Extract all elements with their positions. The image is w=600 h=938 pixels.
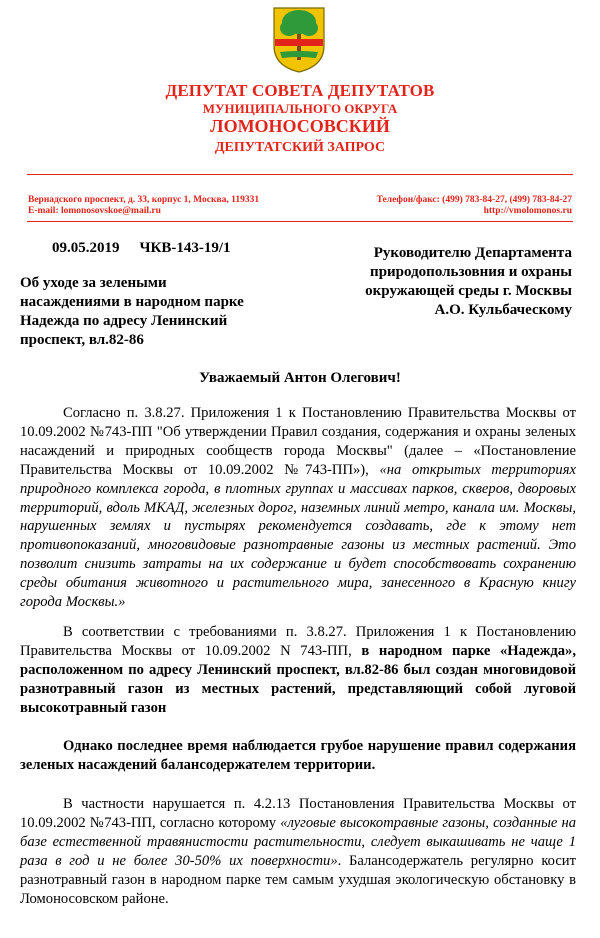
body-paragraph [20,795,576,908]
body-paragraph [20,623,576,718]
website-link[interactable]: http://vmolomonos.ru [483,206,572,216]
body-paragraph [20,404,576,612]
document-date: 09.05.2019 [52,240,120,256]
recipient-line: окружающей среды г. Москвы [365,283,572,299]
header-divider-top [27,174,573,175]
phone-text: Телефон/факс: (499) 783-84-27, (499) 783-84-27 [376,195,572,205]
paragraph-text: Согласно п. 3.8.27. Приложения 1 к Постановлению Правительства Москвы от 10.09.2002 №743-ПП "Об утверждении Правил создания, содержания и охраны зеленых насаждений и природных сообществ города Москвы" (далее – «Постановление Правительства Москвы от 10.09.2002 №743-ПП»), [20,405,576,478]
header-district: ЛОМОНОСОВСКИЙ [210,116,390,136]
recipient-line: А.О. Кульбаческому [434,302,572,318]
coat-of-arms-icon [272,6,326,74]
quoted-text: «на открытых территориях природного комплекса города, в плотных группах и массивах парков, скверов, дворовых территорий, вдоль МКАД, железных дорог, наземных линий метро, канала им. Москвы, нарушенных землях и пустырях рекомендуется создавать, где к этому нет противопоказаний, многовидовые разнотравные газоны из местных растений. Это позволит снизить затраты на их содержание и будет способствовать сохранению среды обитания животного и растительного мира, занесенного в Красную книгу города Москвы.» [20,461,576,611]
email-text: E-mail: lomonosovskoe@mail.ru [28,206,161,216]
emphasized-text: в народном парке «Надежда», расположенном по адресу Ленинский проспект, вл.82-86 был создан многовидовой разнотравный газон из местных растений, представляющий собой луговой высокотравный газон [20,642,576,716]
paragraph-text: В частности нарушается п. 4.2.13 Постановления Правительства Москвы от 10.09.2002 №743-ПП, согласно которому [20,796,576,831]
greeting: Уважаемый Антон Олегович! [199,370,401,386]
document-reference [52,240,231,257]
recipient-line: природопользовния и охраны [370,264,572,280]
document-number: ЧКВ-143-19/1 [139,240,231,256]
quoted-text: «луговые высокотравные газоны, созданные на базе естественной травянистости растительности, следует выкашивать не чаще 1 раза в год и не более 30-50% их поверхности» [20,814,576,869]
document-subject: Об уходе за зелеными насаждениями в народном парке Надежда по адресу Ленинский проспект, вл.82-86 [20,275,244,348]
recipient-line: Руководителю Департамента [373,245,572,261]
header-title: ДЕПУТАТ СОВЕТА ДЕПУТАТОВ [165,81,435,100]
paragraph-text: . Балансодержатель регулярно косит разнотравный газон в народном парке тем самым ухудшая экологическую обстановку в Ломоносовском районе. [20,852,576,907]
document-type: ДЕПУТАТСКИЙ ЗАПРОС [214,140,386,155]
header-divider-bottom [27,221,573,222]
recipient-block [332,244,572,320]
address-text: Вернадского проспект, д. 33, корпус 1, Москва, 119331 [28,195,260,205]
header-subtitle: МУНИЦИПАЛЬНОГО ОКРУГА [202,101,398,116]
emphasized-text: Однако последнее время наблюдается грубое нарушение правил содержания зеленых насаждений балансодержателем территории. [20,738,576,773]
paragraph-text: В соответствии с требованиями п. 3.8.27. Приложения 1 к Постановлению Правительства Москвы от 10.09.2002 N 743-ПП, [20,624,576,659]
body-paragraph [20,737,576,775]
